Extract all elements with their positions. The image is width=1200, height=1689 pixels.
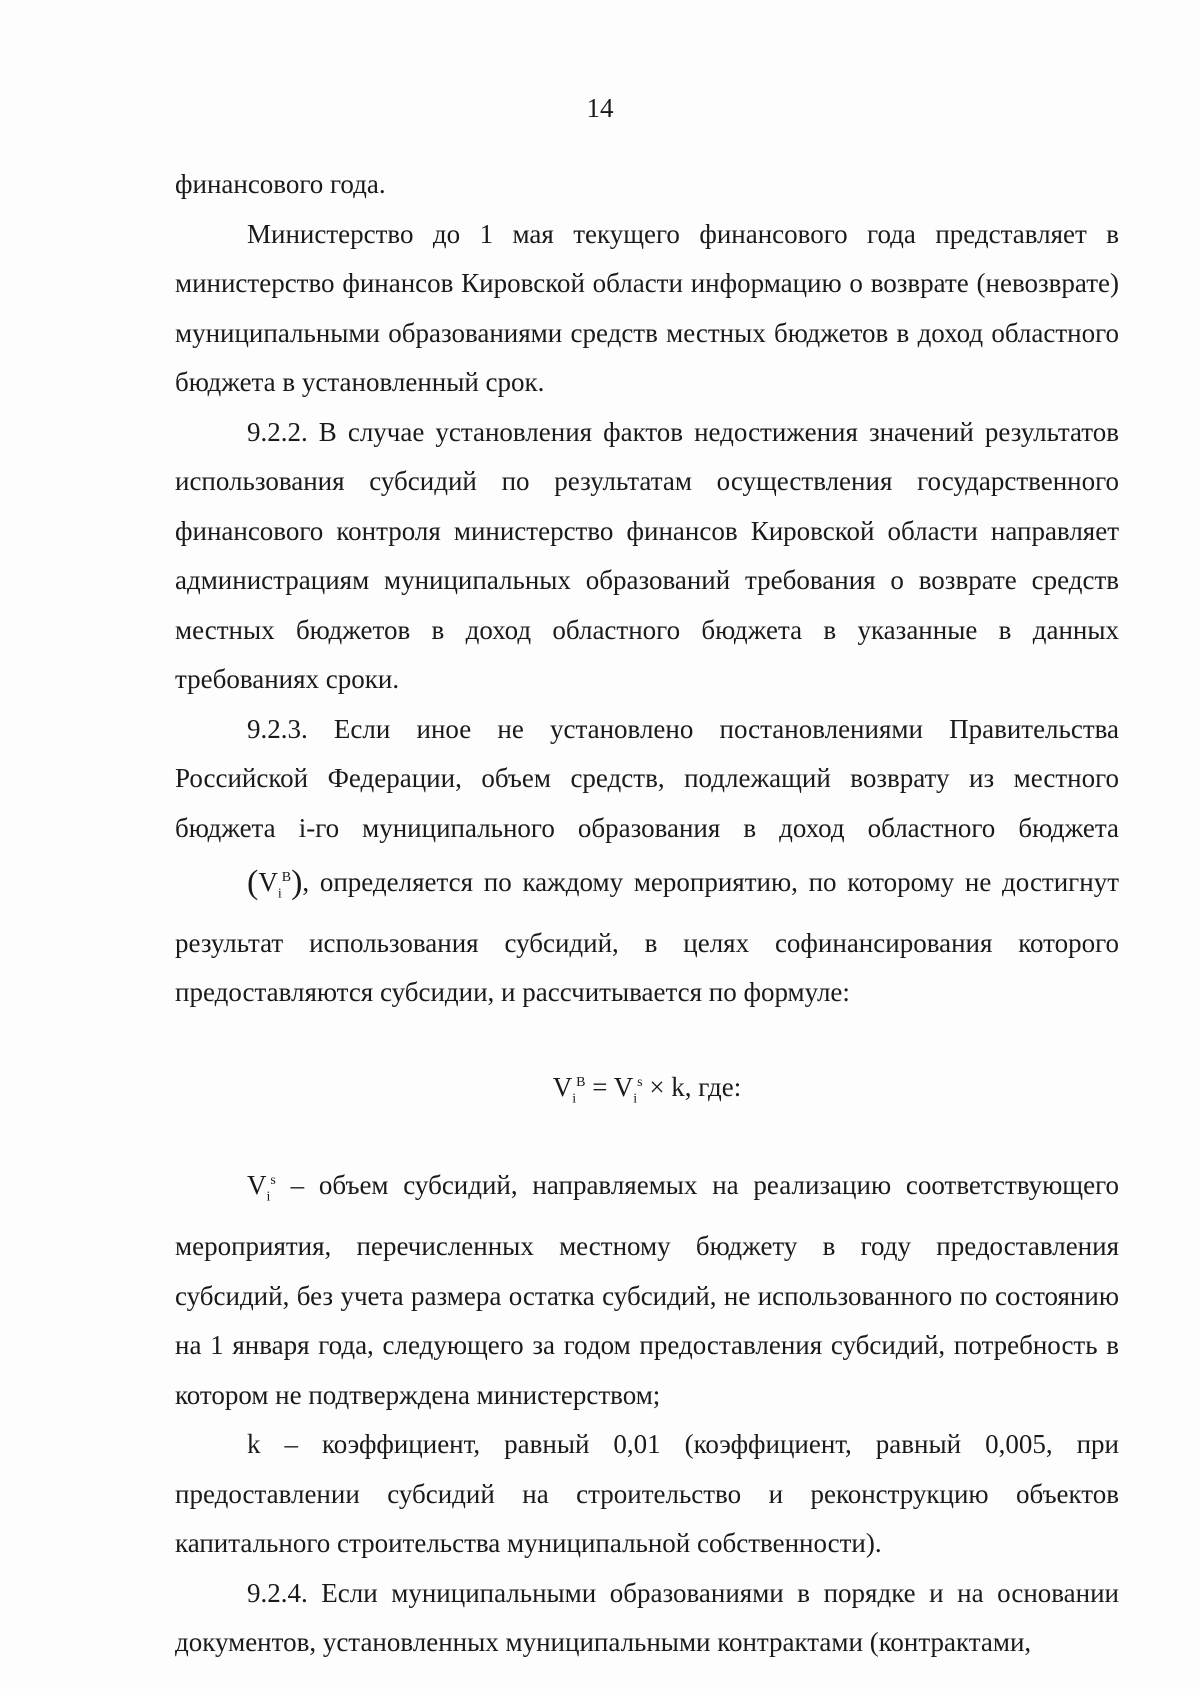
paragraph-9-2-2: 9.2.2. В случае установления фактов недостижения значений результатов использования субсидий по результатам осуществления государственного финансового контроля министерство финансов Кировской области направляет администрациям муниципальных образований требования о возврате средств местных бюджетов в доход областного бюджета в указанные в данных требованиях сроки. — [175, 416, 1119, 694]
paragraph-continuation: финансового года. — [175, 169, 386, 199]
paragraph-ministry-info: Министерство до 1 мая текущего финансового года представляет в министерство финансов Кировской области информацию о возврате (невозврате) муниципальными образованиями средств местных бюджетов в доход областного бюджета в установленный срок. — [175, 218, 1119, 397]
paragraph-9-2-4: 9.2.4. Если муниципальными образованиями в порядке и на основании документов, установленных муниципальными контрактами (контрактами, — [175, 1577, 1119, 1658]
paragraph-9-2-3-text-b: , определяется по каждому мероприятию, по которому не достигнут результат использования субсидий, в целях софинансирования которого предоставляются субсидии, и рассчитывается по формуле: — [175, 867, 1119, 1008]
formula: $V_i^B = V_i^s \times k$, где: — [552, 1071, 742, 1107]
paragraph-vis-definition: $V_i^s$ – объем субсидий, направляемых на реализацию соответствующего мероприятия, перечисленных местному бюджету в году предоставления субсидий, без учета размера остатка субсидий, не использованного по состоянию на 1 января года, следующего за годом предоставления субсидий, потребность в котором не подтверждена министерством; — [175, 1170, 1119, 1410]
page-number: 14 — [586, 93, 614, 123]
variable-vb-inline: $(V_i^B)$ — [247, 864, 303, 902]
paragraph-9-2-3-text-a: 9.2.3. Если иное не установлено постановлениями Правительства Российской Федерации, объем средств, подлежащий возврату из местного бюджета i-го муниципального образования в доход областного бюджета — [175, 713, 1119, 843]
paragraph-9-2-3 — [175, 705, 1119, 1018]
paragraph-k-definition: k – коэффициент, равный 0,01 (коэффициент, равный 0,005, при предоставлении субсидий на строительство и реконструкцию объектов капитального строительства муниципальной собственности). — [175, 1429, 1119, 1559]
document-body — [175, 160, 1119, 1668]
variable-vs: $V_i^s$ — [247, 1170, 276, 1205]
